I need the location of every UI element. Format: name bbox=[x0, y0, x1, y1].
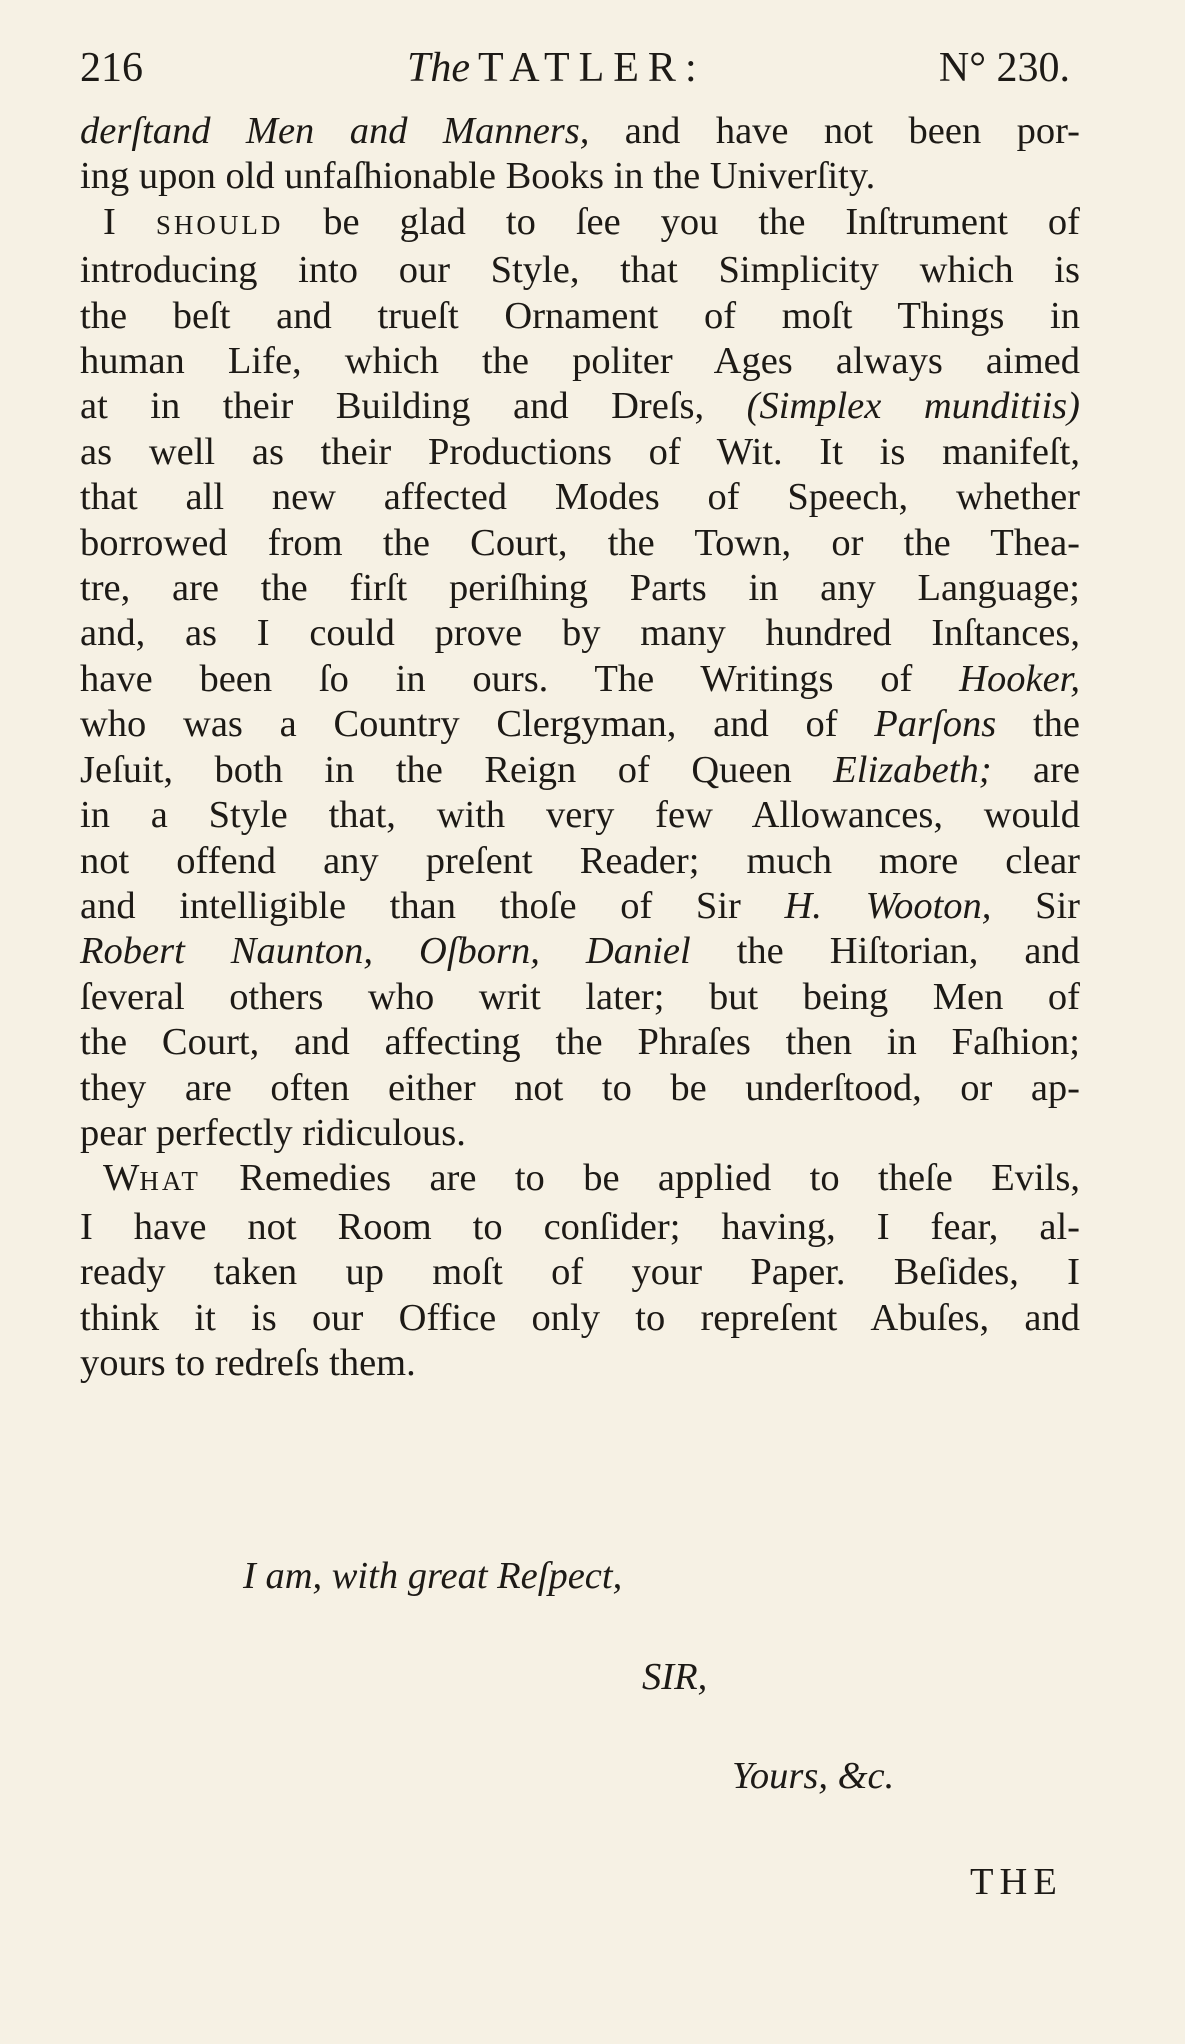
running-title: The TATLER: bbox=[407, 45, 706, 91]
italic-text: H. Wooton, bbox=[784, 884, 992, 927]
text-line bbox=[80, 1111, 1080, 1156]
text-run: the Hiſtorian, and bbox=[690, 930, 1080, 973]
text-line bbox=[80, 1250, 1080, 1295]
text-run: at in their Building and Dreſs, bbox=[80, 385, 747, 428]
text-line bbox=[80, 793, 1080, 838]
text-line bbox=[80, 1156, 1080, 1204]
text-run: and have not been por- bbox=[589, 110, 1080, 152]
text-line bbox=[80, 430, 1080, 475]
text-line bbox=[80, 384, 1080, 429]
text-line bbox=[80, 1341, 1080, 1386]
catchword: THE bbox=[970, 1861, 1063, 1903]
text-line bbox=[80, 475, 1080, 520]
text-run: think it is our Office only to repreſent Abuſes, and bbox=[80, 1296, 1080, 1339]
text-run: I bbox=[103, 200, 156, 243]
text-line bbox=[80, 1066, 1080, 1111]
text-run: have been ſo in ours. The Writings of bbox=[80, 657, 960, 700]
closing-yours: Yours, &c. bbox=[732, 1755, 895, 1797]
text-line bbox=[80, 1296, 1080, 1341]
text-line bbox=[80, 248, 1080, 293]
italic-text: (Simplex munditiis) bbox=[746, 385, 1080, 428]
text-run: and intelligible than thoſe of Sir bbox=[80, 884, 785, 927]
italic-text: derſtand Men and Manners, bbox=[80, 110, 590, 152]
text-line bbox=[80, 748, 1080, 793]
text-line bbox=[80, 1205, 1080, 1250]
text-run: they are often either not to be underſtood, or ap- bbox=[80, 1066, 1080, 1109]
text-run: human Life, which the politer Ages always aimed bbox=[80, 340, 1080, 383]
body-text bbox=[80, 109, 1080, 1386]
text-run: are bbox=[991, 748, 1080, 791]
text-line bbox=[80, 975, 1080, 1020]
text-line bbox=[80, 657, 1080, 702]
closing-salutation: I am, with great Reſpect, bbox=[243, 1555, 623, 1597]
paragraph bbox=[80, 109, 1080, 200]
text-line bbox=[80, 929, 1080, 974]
text-run: be glad to ſee you the Inſtrument of bbox=[283, 200, 1080, 243]
text-line bbox=[80, 109, 1080, 154]
italic-text: Robert Naunton, Oſborn, Daniel bbox=[80, 930, 691, 973]
text-run: who was a Country Clergyman, and of bbox=[80, 703, 875, 746]
text-run: ſeveral others who writ later; but being Men of bbox=[80, 975, 1080, 1018]
text-run: pear perfectly ridiculous. bbox=[80, 1111, 466, 1154]
text-run: ready taken up moſt of your Paper. Beſides, I bbox=[80, 1251, 1080, 1294]
text-line bbox=[80, 1020, 1080, 1065]
text-run: and, as I could prove by many hundred Inſtances, bbox=[80, 612, 1080, 655]
small-caps-word: HAT bbox=[139, 1166, 201, 1197]
issue-number: N° 230. bbox=[938, 45, 1070, 91]
paragraph bbox=[80, 200, 1080, 1157]
text-run: Sir bbox=[991, 884, 1081, 927]
text-run: I have not Room to conſider; having, I fear, al- bbox=[80, 1205, 1080, 1248]
small-caps-word: SHOULD bbox=[155, 209, 284, 240]
text-line bbox=[80, 200, 1080, 248]
paragraph bbox=[80, 1156, 1080, 1386]
italic-text: Parſons bbox=[874, 703, 997, 746]
text-line bbox=[80, 884, 1080, 929]
text-run: W bbox=[103, 1157, 140, 1200]
text-line bbox=[80, 521, 1080, 566]
text-line bbox=[80, 566, 1080, 611]
text-run: borrowed from the Court, the Town, or the Thea- bbox=[80, 521, 1080, 564]
text-run: Jeſuit, both in the Reign of Queen bbox=[80, 748, 834, 791]
text-run: introducing into our Style, that Simplicity which is bbox=[80, 249, 1080, 292]
text-run: Remedies are to be applied to theſe Evils, bbox=[200, 1157, 1080, 1200]
text-run: the beſt and trueſt Ornament of moſt Things in bbox=[80, 294, 1080, 337]
text-run: ing upon old unfaſhionable Books in the Univerſity. bbox=[80, 155, 876, 198]
text-line bbox=[80, 702, 1080, 747]
page-number: 216 bbox=[80, 45, 143, 91]
text-run: in a Style that, with very few Allowances, would bbox=[80, 794, 1080, 837]
text-line bbox=[80, 839, 1080, 884]
text-run: the bbox=[996, 703, 1080, 746]
text-line bbox=[80, 611, 1080, 656]
text-run: the Court, and affecting the Phraſes then in Faſhion; bbox=[80, 1021, 1080, 1064]
text-run: as well as their Productions of Wit. It is manifeſt, bbox=[80, 430, 1080, 473]
text-line bbox=[80, 339, 1080, 384]
text-run: that all new affected Modes of Speech, whether bbox=[80, 476, 1080, 519]
closing-address: SIR, bbox=[642, 1656, 708, 1698]
text-run: yours to redreſs them. bbox=[80, 1341, 416, 1384]
text-line bbox=[80, 154, 1080, 199]
text-run: not offend any preſent Reader; much more clear bbox=[80, 839, 1080, 882]
text-run: tre, are the firſt periſhing Parts in any Language; bbox=[80, 567, 1080, 610]
italic-text: Elizabeth; bbox=[833, 748, 992, 791]
running-header bbox=[80, 44, 1070, 104]
text-line bbox=[80, 294, 1080, 339]
italic-text: Hooker, bbox=[959, 657, 1080, 700]
